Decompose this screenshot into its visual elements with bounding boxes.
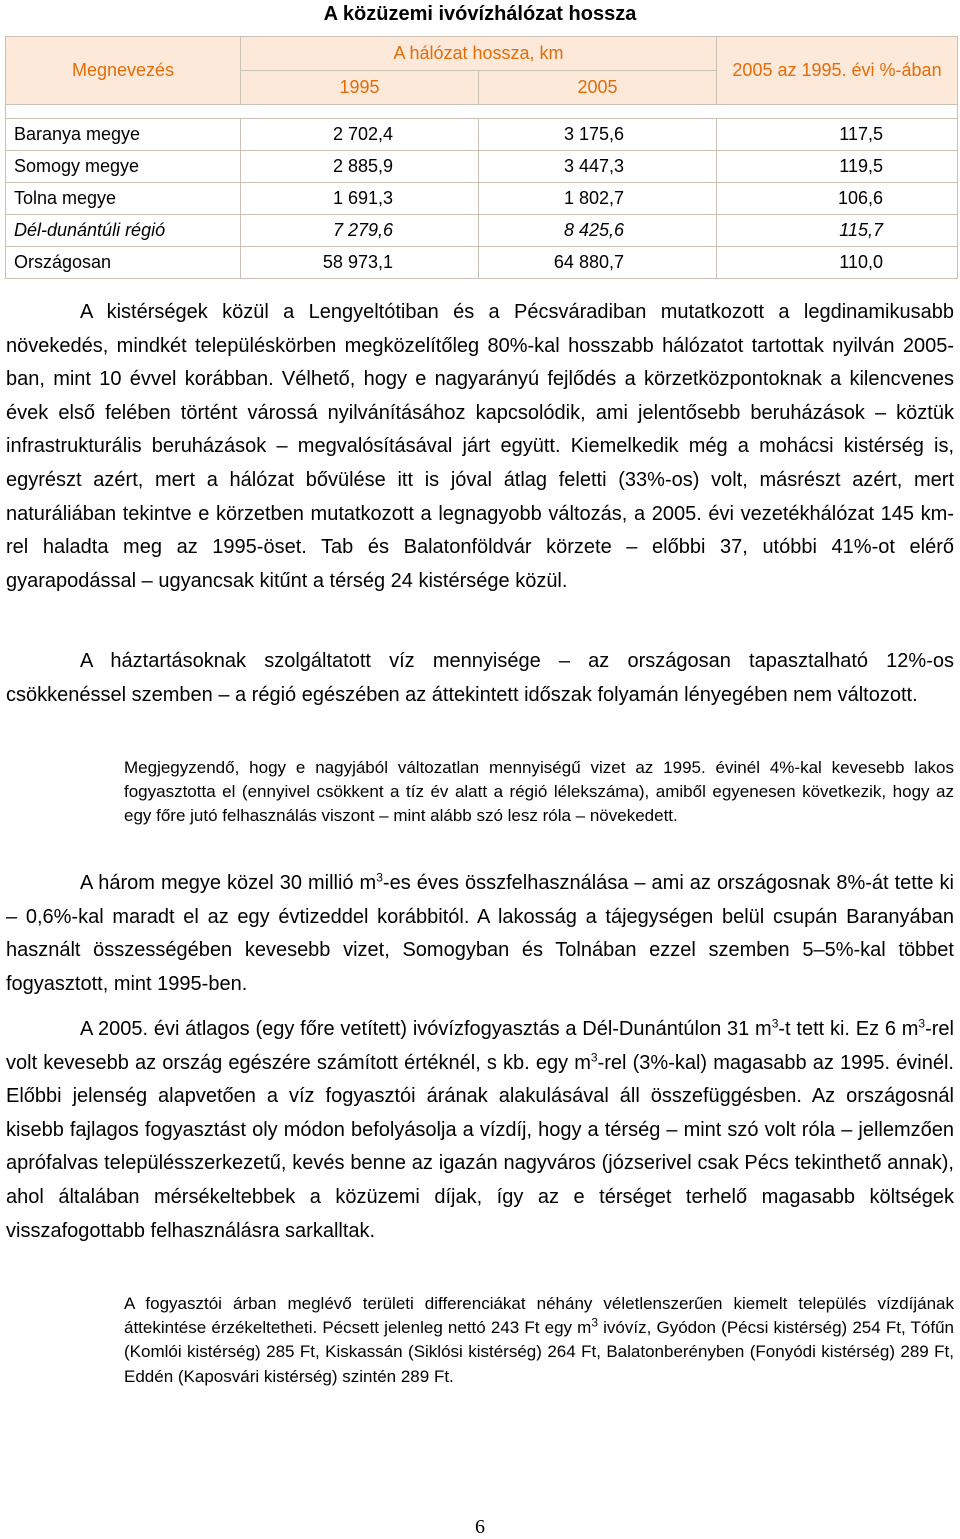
- header-1995: 1995: [241, 71, 479, 105]
- table-header-row: [6, 37, 958, 71]
- paragraph-4-part-b: -t tett ki. Ez 6 m: [778, 1018, 919, 1040]
- header-2005: 2005: [479, 71, 717, 105]
- paragraph-1: A kistérségek közül a Lengyeltótiban és a Pécsváradiban mutatkozott a legdinamikusabb növekedés, mindkét településkörben megközelítőleg 80%-kal hosszabb hálózatot tartottak nyilván 2005-ban, mint 10 évvel korábban. Vélhető, hogy e nagyarányú fejlődés a körzetközpontoknak a kilencvenes évek első felében történt várossá nyilvánításához kapcsolódik, ami jelentősebb beruházások – köztük infrastrukturális beruházások – megvalósításával járt együtt. Kiemelkedik még a mohácsi kistérség is, egyrészt azért, mert a hálózat bővülése itt is jóval átlag feletti (33%-os) volt, másrészt azért, mert naturáliában tekintve e körzetben mutatkozott a legnagyobb változás, a 2005. évi vezetékhálózat 145 km-rel haladta meg az 1995-öset. Tab és Balatonföldvár körzete – előbbi 37, utóbbi 41%-ot elérő gyarapodással – ugyancsak kitűnt a térség 24 kistérsége közül.: [6, 301, 954, 592]
- superscript: 3: [771, 1016, 779, 1031]
- paragraph-4-part-d: -rel (3%-kal) magasabb az 1995. évinél. Előbbi jelenség alapvetően a víz fogyasztói árának alakulásával áll összefüggésben. Az országosnál kisebb fajlagos fogyasztást oly módon befolyásolja a vízdíj, hogy a térség – mint szó volt róla – jellemzően aprófalvas településszerkezetű, kevés benne az igazán nagyváros (józserivel csak Pécs tekinthető annak), ahol általában mérsékeltebbek a közüzemi díjak, így az e térséget terhelő magasabb költségek visszafogottabb felhasználásra sarkalltak.: [6, 1051, 954, 1242]
- note-1: Megjegyzendő, hogy e nagyjából változatlan mennyiségű vizet az 1995. évinél 4%-kal kevesebb lakos fogyasztotta el (ennyivel csökkent a tíz év alatt a régió lélekszáma), amiből egyenesen következik, hogy az egy főre jutó felhasználás viszont – mint alább szó lesz róla – növekedett.: [124, 758, 954, 826]
- note-2-part-a: A fogyasztói árban meglévő területi differenciákat néhány véletlenszerűen kiemelt település vízdíjának áttekintése érzékeltetheti. Pécsett jelenleg nettó 243 Ft egy m: [124, 1294, 954, 1338]
- row-1995: 7 279,6: [241, 215, 479, 247]
- table-title: A közüzemi ivóvízhálózat hossza: [323, 3, 637, 25]
- row-1995: 58 973,1: [241, 247, 479, 279]
- row-ratio: 110,0: [717, 247, 958, 279]
- row-name: Dél-dunántúli régió: [6, 215, 241, 247]
- table-row: [6, 119, 958, 151]
- paragraph-3-part-b: -es éves összfelhasználása – ami az országosnak 8%-át tette ki – 0,6%-kal maradt el az egy évtizeddel korábbitól. A lakosság a tájegységen belül csupán Baranyában használt összességében kevesebb vizet, Somogyban és Tolnában ezzel szemben 5–5%-kal többet fogyasztott, mint 1995-ben.: [6, 872, 954, 995]
- table-row: [6, 183, 958, 215]
- superscript: 3: [591, 1315, 599, 1330]
- paragraph-3: [6, 867, 954, 1001]
- paragraph-4-part-c: -rel volt kevesebb az ország egészére számított értéknél, s kb. egy m: [6, 1018, 954, 1074]
- row-1995: 2 885,9: [241, 151, 479, 183]
- row-2005: 64 880,7: [479, 247, 717, 279]
- paragraph-2: A háztartásoknak szolgáltatott víz mennyisége – az országosan tapasztalható 12%-os csökkenéssel szemben – a régió egészében az áttekintett időszak folyamán lényegében nem változott.: [6, 650, 954, 706]
- row-name: Országosan: [6, 247, 241, 279]
- table-row: [6, 215, 958, 247]
- network-length-table: [5, 36, 958, 279]
- row-ratio: 106,6: [717, 183, 958, 215]
- paragraph-3-part-a: A három megye közel 30 millió m: [80, 872, 377, 894]
- header-ratio: 2005 az 1995. évi %-ában: [717, 37, 958, 105]
- header-group: A hálózat hossza, km: [241, 37, 717, 71]
- row-2005: 3 175,6: [479, 119, 717, 151]
- paragraph-4-part-a: A 2005. évi átlagos (egy főre vetített) ivóvízfogyasztás a Dél-Dunántúlon 31 m: [80, 1018, 772, 1040]
- table-row: [6, 151, 958, 183]
- page-number: 6: [475, 1516, 485, 1538]
- paragraph-4: [6, 1013, 954, 1248]
- row-ratio: 117,5: [717, 119, 958, 151]
- row-2005: 8 425,6: [479, 215, 717, 247]
- note-2: [124, 1292, 954, 1389]
- row-ratio: 119,5: [717, 151, 958, 183]
- row-1995: 2 702,4: [241, 119, 479, 151]
- row-1995: 1 691,3: [241, 183, 479, 215]
- table-row: [6, 247, 958, 279]
- table-spacer-row: [6, 105, 958, 119]
- row-name: Tolna megye: [6, 183, 241, 215]
- header-name: Megnevezés: [6, 37, 241, 105]
- row-name: Baranya megye: [6, 119, 241, 151]
- row-2005: 1 802,7: [479, 183, 717, 215]
- row-ratio: 115,7: [717, 215, 958, 247]
- note-2-part-b: ivóvíz, Gyódon (Pécsi kistérség) 254 Ft, Tófűn (Komlói kistérség) 285 Ft, Kiskassán (Siklósi kistérség) 264 Ft, Balatonberényben (Fonyódi kistérség) 289 Ft, Eddén (Kaposvári kistérség) szintén 289 Ft.: [124, 1318, 954, 1386]
- superscript: 3: [918, 1016, 926, 1031]
- superscript: 3: [590, 1049, 598, 1064]
- row-name: Somogy megye: [6, 151, 241, 183]
- superscript: 3: [376, 870, 383, 885]
- row-2005: 3 447,3: [479, 151, 717, 183]
